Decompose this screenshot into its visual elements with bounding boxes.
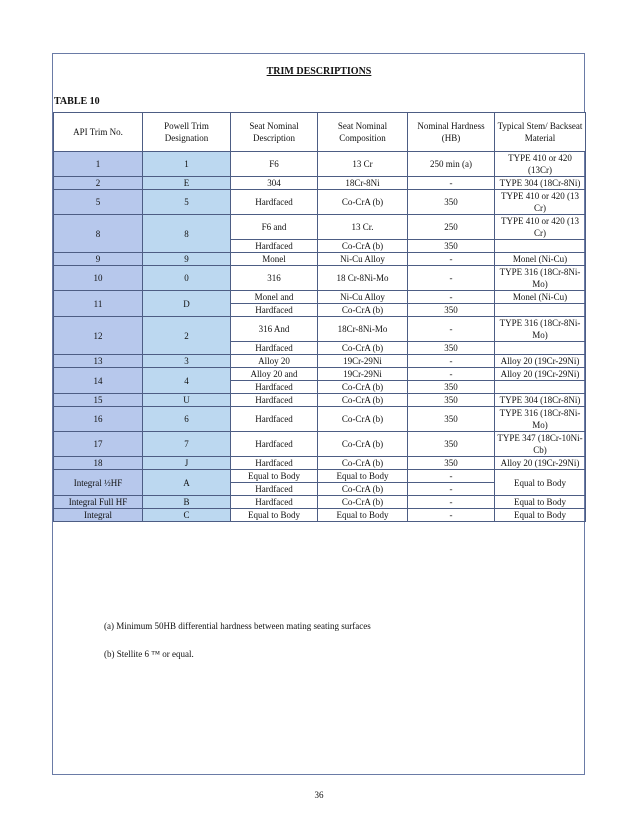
cell-seat-description: Hardfaced <box>231 407 318 432</box>
cell-seat-description: 304 <box>231 177 318 190</box>
table-row <box>54 152 586 177</box>
cell-seat-composition: 19Cr-29Ni <box>318 355 408 368</box>
cell-hardness: 350 <box>408 342 495 355</box>
cell-seat-composition: Ni-Cu Alloy <box>318 253 408 266</box>
table-row <box>54 266 586 291</box>
cell-seat-composition: Co-CrA (b) <box>318 381 408 394</box>
table-row <box>54 509 586 522</box>
cell-seat-composition: 18 Cr-8Ni-Mo <box>318 266 408 291</box>
cell-stem-material <box>495 304 586 317</box>
cell-hardness: - <box>408 253 495 266</box>
cell-stem-material <box>495 381 586 394</box>
cell-seat-description: Alloy 20 and <box>231 368 318 381</box>
cell-stem-material: Alloy 20 (19Cr-29Ni) <box>495 457 586 470</box>
header-seat-nominal-composition: Seat Nominal Composition <box>318 113 408 152</box>
cell-powell-designation: 4 <box>143 368 231 394</box>
cell-seat-description: Alloy 20 <box>231 355 318 368</box>
cell-seat-composition: Co-CrA (b) <box>318 190 408 215</box>
table-row <box>54 470 586 483</box>
cell-seat-composition: 18Cr-8Ni-Mo <box>318 317 408 342</box>
table-row <box>54 253 586 266</box>
cell-api-trim-no: 8 <box>54 215 143 253</box>
section-title: TRIM DESCRIPTIONS <box>266 66 372 77</box>
cell-powell-designation: E <box>143 177 231 190</box>
cell-hardness: - <box>408 470 495 483</box>
cell-seat-description: F6 and <box>231 215 318 240</box>
cell-hardness: 350 <box>408 190 495 215</box>
cell-seat-composition: Co-CrA (b) <box>318 483 408 496</box>
cell-hardness: - <box>408 496 495 509</box>
cell-stem-material: Alloy 20 (19Cr-29Ni) <box>495 368 586 381</box>
cell-stem-material: TYPE 304 (18Cr-8Ni) <box>495 177 586 190</box>
cell-hardness: - <box>408 266 495 291</box>
cell-api-trim-no: 10 <box>54 266 143 291</box>
table-row <box>54 190 586 215</box>
cell-stem-material: TYPE 316 (18Cr-8Ni-Mo) <box>495 266 586 291</box>
cell-seat-composition: Co-CrA (b) <box>318 432 408 457</box>
cell-stem-material: TYPE 410 or 420 (13Cr) <box>495 152 586 177</box>
cell-hardness: - <box>408 317 495 342</box>
cell-stem-material: TYPE 410 or 420 (13 Cr) <box>495 215 586 240</box>
cell-seat-composition: Equal to Body <box>318 470 408 483</box>
cell-seat-composition: 13 Cr <box>318 152 408 177</box>
cell-powell-designation: 8 <box>143 215 231 253</box>
cell-powell-designation: 1 <box>143 152 231 177</box>
header-row <box>54 113 586 152</box>
cell-hardness: 350 <box>408 432 495 457</box>
cell-seat-composition: 19Cr-29Ni <box>318 368 408 381</box>
cell-seat-description: Hardfaced <box>231 457 318 470</box>
cell-hardness: 350 <box>408 381 495 394</box>
cell-seat-description: Hardfaced <box>231 240 318 253</box>
page-number: 36 <box>314 790 324 800</box>
table-row <box>54 394 586 407</box>
cell-hardness: - <box>408 355 495 368</box>
table-label: TABLE 10 <box>54 96 100 107</box>
cell-api-trim-no: 9 <box>54 253 143 266</box>
table-row <box>54 177 586 190</box>
table-row <box>54 355 586 368</box>
cell-stem-material: TYPE 316 (18Cr-8Ni-Mo) <box>495 407 586 432</box>
cell-stem-material: TYPE 316 (18Cr-8Ni-Mo) <box>495 317 586 342</box>
cell-powell-designation: 2 <box>143 317 231 355</box>
cell-seat-description: Monel and <box>231 291 318 304</box>
cell-seat-description: 316 And <box>231 317 318 342</box>
cell-stem-material: Equal to Body <box>495 496 586 509</box>
cell-api-trim-no: 15 <box>54 394 143 407</box>
footnote-b: (b) Stellite 6 ™ or equal. <box>104 649 194 659</box>
cell-stem-material: TYPE 410 or 420 (13 Cr) <box>495 190 586 215</box>
cell-api-trim-no: 12 <box>54 317 143 355</box>
cell-api-trim-no: 16 <box>54 407 143 432</box>
cell-hardness: 350 <box>408 394 495 407</box>
cell-seat-description: Hardfaced <box>231 190 318 215</box>
cell-hardness: 350 <box>408 407 495 432</box>
cell-api-trim-no: 2 <box>54 177 143 190</box>
cell-seat-composition: 13 Cr. <box>318 215 408 240</box>
header-powell-trim-designation: Powell Trim Designation <box>143 113 231 152</box>
cell-api-trim-no: Integral Full HF <box>54 496 143 509</box>
table-row <box>54 496 586 509</box>
cell-seat-composition: Co-CrA (b) <box>318 394 408 407</box>
cell-powell-designation: 6 <box>143 407 231 432</box>
cell-api-trim-no: 1 <box>54 152 143 177</box>
cell-powell-designation: 7 <box>143 432 231 457</box>
cell-seat-composition: Co-CrA (b) <box>318 342 408 355</box>
cell-hardness: - <box>408 483 495 496</box>
cell-api-trim-no: Integral <box>54 509 143 522</box>
cell-seat-description: Monel <box>231 253 318 266</box>
cell-seat-description: Hardfaced <box>231 304 318 317</box>
cell-api-trim-no: 14 <box>54 368 143 394</box>
cell-seat-composition: Ni-Cu Alloy <box>318 291 408 304</box>
cell-hardness: - <box>408 291 495 304</box>
cell-seat-composition: Co-CrA (b) <box>318 496 408 509</box>
header-nominal-hardness: Nominal Hardness (HB) <box>408 113 495 152</box>
cell-stem-material: TYPE 347 (18Cr-10Ni-Cb) <box>495 432 586 457</box>
table-row <box>54 317 586 342</box>
cell-powell-designation: J <box>143 457 231 470</box>
cell-api-trim-no: Integral ½HF <box>54 470 143 496</box>
cell-powell-designation: B <box>143 496 231 509</box>
cell-hardness: 350 <box>408 457 495 470</box>
cell-hardness: 250 min (a) <box>408 152 495 177</box>
cell-powell-designation: 9 <box>143 253 231 266</box>
footnote-a: (a) Minimum 50HB differential hardness between mating seating surfaces <box>104 621 371 631</box>
cell-powell-designation: D <box>143 291 231 317</box>
cell-seat-description: Hardfaced <box>231 342 318 355</box>
header-stem-backseat-material: Typical Stem/ Backseat Material <box>495 113 586 152</box>
table-row <box>54 407 586 432</box>
cell-stem-material: Equal to Body <box>495 470 586 496</box>
cell-seat-composition: Co-CrA (b) <box>318 304 408 317</box>
cell-stem-material: TYPE 304 (18Cr-8Ni) <box>495 394 586 407</box>
table-row <box>54 291 586 304</box>
cell-seat-description: F6 <box>231 152 318 177</box>
header-seat-nominal-description: Seat Nominal Description <box>231 113 318 152</box>
cell-powell-designation: A <box>143 470 231 496</box>
cell-seat-composition: Equal to Body <box>318 509 408 522</box>
cell-seat-description: Hardfaced <box>231 432 318 457</box>
cell-stem-material <box>495 240 586 253</box>
cell-api-trim-no: 18 <box>54 457 143 470</box>
cell-hardness: - <box>408 368 495 381</box>
header-api-trim-no: API Trim No. <box>54 113 143 152</box>
cell-seat-composition: Co-CrA (b) <box>318 407 408 432</box>
cell-hardness: - <box>408 177 495 190</box>
cell-seat-composition: 18Cr-8Ni <box>318 177 408 190</box>
cell-seat-description: Hardfaced <box>231 496 318 509</box>
cell-powell-designation: 5 <box>143 190 231 215</box>
cell-seat-composition: Co-CrA (b) <box>318 240 408 253</box>
table-row <box>54 432 586 457</box>
cell-hardness: - <box>408 509 495 522</box>
cell-seat-description: Hardfaced <box>231 394 318 407</box>
cell-stem-material: Monel (Ni-Cu) <box>495 253 586 266</box>
cell-seat-description: Equal to Body <box>231 470 318 483</box>
trim-descriptions-table <box>53 112 586 522</box>
cell-seat-description: Hardfaced <box>231 483 318 496</box>
table-row <box>54 457 586 470</box>
cell-api-trim-no: 11 <box>54 291 143 317</box>
cell-powell-designation: 0 <box>143 266 231 291</box>
cell-powell-designation: 3 <box>143 355 231 368</box>
cell-stem-material: Alloy 20 (19Cr-29Ni) <box>495 355 586 368</box>
cell-seat-description: 316 <box>231 266 318 291</box>
table-row <box>54 215 586 240</box>
cell-hardness: 350 <box>408 240 495 253</box>
cell-stem-material: Equal to Body <box>495 509 586 522</box>
cell-seat-description: Hardfaced <box>231 381 318 394</box>
cell-powell-designation: U <box>143 394 231 407</box>
cell-hardness: 250 <box>408 215 495 240</box>
cell-stem-material <box>495 342 586 355</box>
table-row <box>54 368 586 381</box>
cell-powell-designation: C <box>143 509 231 522</box>
cell-seat-description: Equal to Body <box>231 509 318 522</box>
cell-api-trim-no: 17 <box>54 432 143 457</box>
cell-stem-material: Monel (Ni-Cu) <box>495 291 586 304</box>
cell-api-trim-no: 13 <box>54 355 143 368</box>
cell-hardness: 350 <box>408 304 495 317</box>
cell-api-trim-no: 5 <box>54 190 143 215</box>
cell-seat-composition: Co-CrA (b) <box>318 457 408 470</box>
